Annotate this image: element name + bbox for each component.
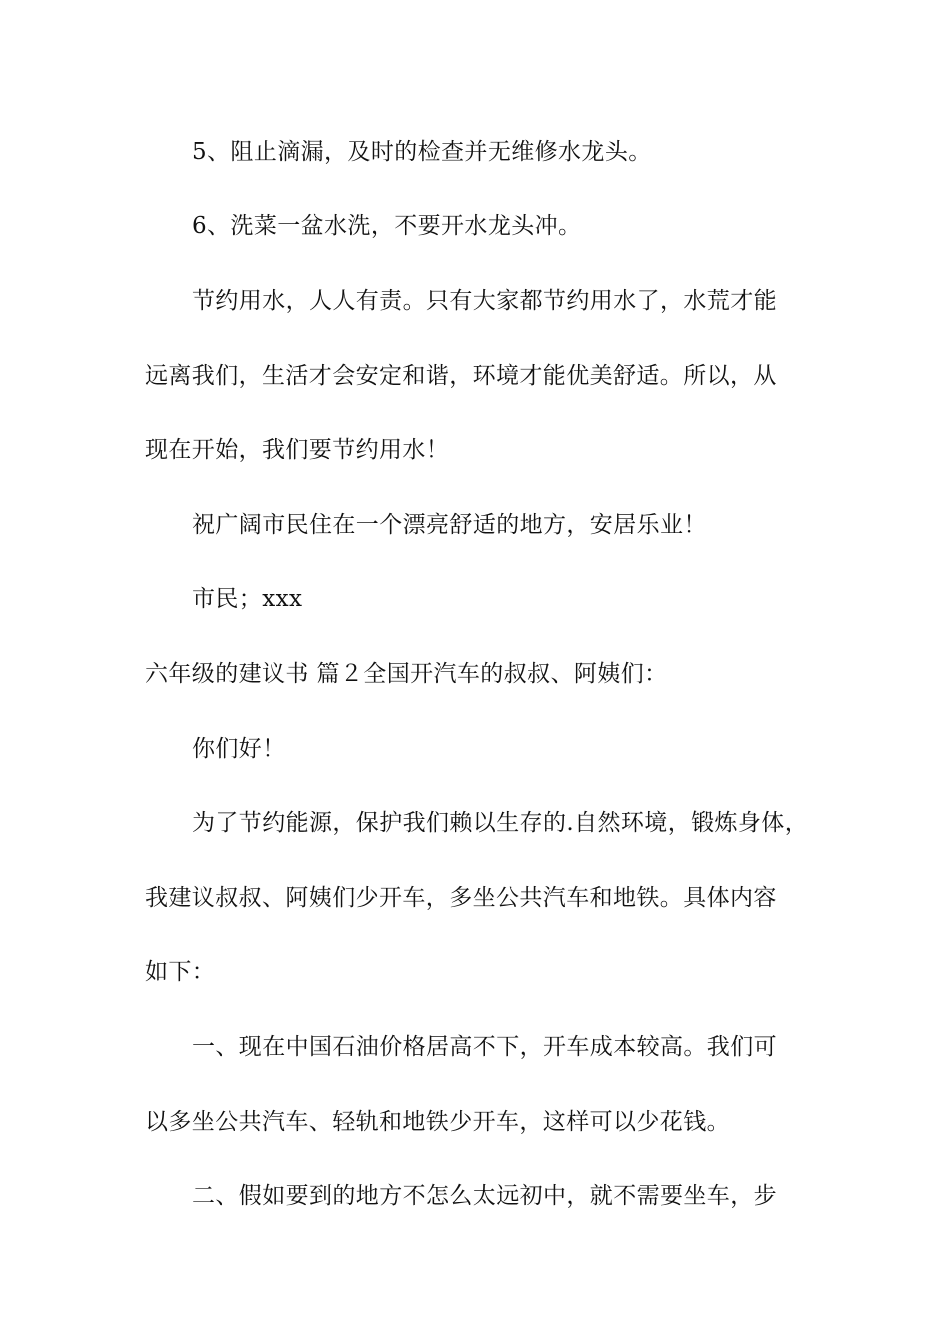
paragraph-line: 为了节约能源，保护我们赖以生存的.自然环境，锻炼身体，	[192, 810, 809, 836]
paragraph-line: 如下：	[145, 959, 216, 985]
list-item-two: 二、假如要到的地方不怎么太远初中，就不需要坐车，步	[192, 1183, 777, 1209]
paragraph-line: 现在开始，我们要节约用水！	[145, 437, 450, 463]
list-item-one: 一、现在中国石油价格居高不下，开车成本较高。我们可	[192, 1034, 777, 1060]
greeting-line: 祝广阔市民住在一个漂亮舒适的地方，安居乐业！	[192, 512, 707, 538]
paragraph-line: 以多坐公共汽车、轻轨和地铁少开车，这样可以少花钱。	[145, 1109, 730, 1135]
salutation-line: 你们好！	[192, 736, 286, 762]
list-item-5: 5、阻止滴漏，及时的检查并无维修水龙头。	[192, 139, 652, 165]
section-heading: 六年级的建议书 篇２全国开汽车的叔叔、阿姨们：	[145, 661, 668, 687]
paragraph-line: 远离我们，生活才会安定和谐，环境才能优美舒适。所以，从	[145, 363, 777, 389]
paragraph-line: 节约用水，人人有责。只有大家都节约用水了，水荒才能	[192, 288, 777, 314]
list-item-6: 6、洗菜一盆水洗，不要开水龙头冲。	[192, 213, 582, 239]
signature-line: 市民；xxx	[192, 586, 303, 612]
paragraph-line: 我建议叔叔、阿姨们少开车，多坐公共汽车和地铁。具体内容	[145, 885, 777, 911]
